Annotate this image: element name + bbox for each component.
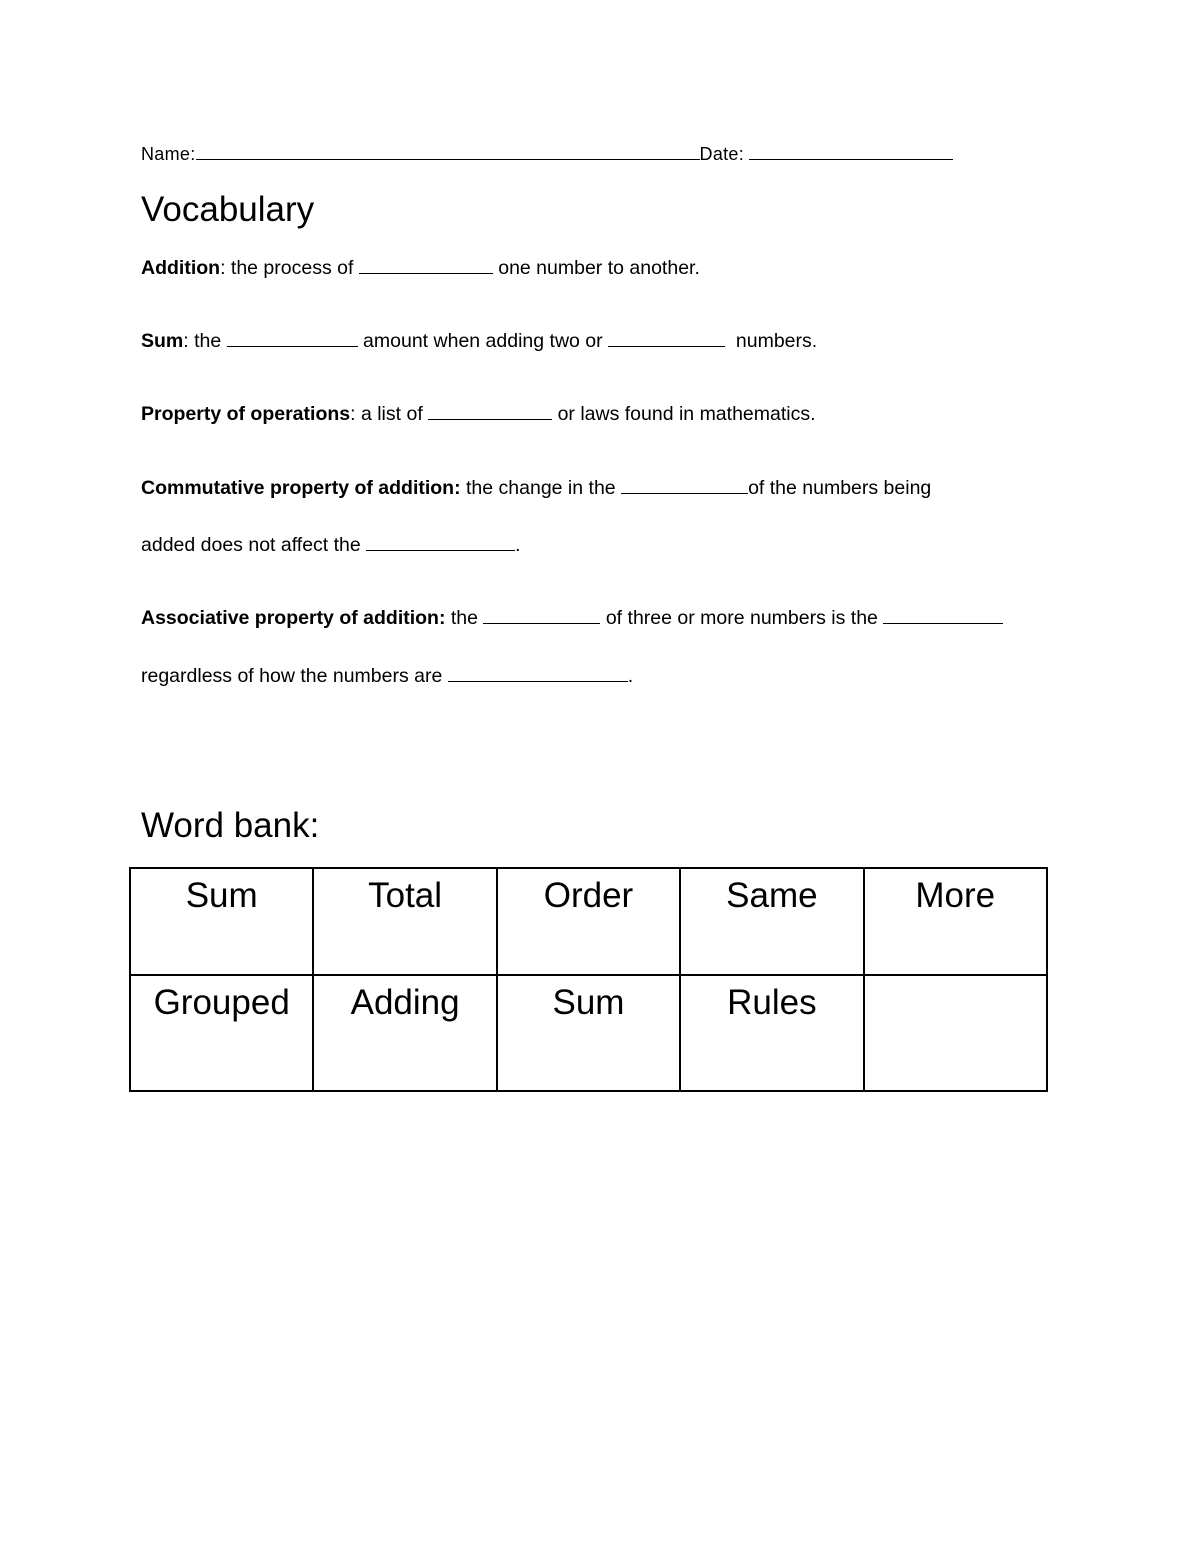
table-row xyxy=(130,868,1047,975)
definition-text: : the process of xyxy=(220,257,359,279)
name-label: Name: xyxy=(141,144,196,164)
definition-text: the change in the xyxy=(460,477,622,499)
blank-associative-2[interactable] xyxy=(883,608,1003,624)
word-bank-table xyxy=(129,867,1048,1092)
definition-text: numbers. xyxy=(725,330,818,352)
definition-associative-line-2 xyxy=(141,666,633,687)
definition-commutative-line-1 xyxy=(141,478,931,499)
definition-text: . xyxy=(627,665,634,687)
word-bank-cell: Adding xyxy=(313,975,496,1091)
blank-sum-1[interactable] xyxy=(227,331,358,347)
blank-sum-2[interactable] xyxy=(608,331,725,347)
blank-property-of-operations[interactable] xyxy=(428,404,552,420)
blank-addition[interactable] xyxy=(359,258,493,274)
definition-text: of three or more numbers is the xyxy=(600,607,884,629)
vocabulary-title: Vocabulary xyxy=(141,190,315,229)
definition-text: added does not affect the xyxy=(141,534,367,556)
date-label: Date: xyxy=(699,144,745,164)
word-bank-cell-empty xyxy=(864,975,1047,1091)
word-bank-title: Word bank: xyxy=(141,806,320,845)
term-commutative-property: Commutative property of addition: xyxy=(141,477,461,499)
definition-text: of the numbers being xyxy=(748,477,932,499)
word-bank-cell: Total xyxy=(313,868,496,975)
term-addition: Addition xyxy=(141,257,221,279)
word-bank-cell: Sum xyxy=(130,868,313,975)
word-bank-cell: Order xyxy=(497,868,680,975)
definition-text: : a list of xyxy=(350,403,429,425)
table-row xyxy=(130,975,1047,1091)
term-sum: Sum xyxy=(141,330,184,352)
blank-associative-3[interactable] xyxy=(448,666,628,682)
word-bank-cell: Rules xyxy=(680,975,863,1091)
name-date-line xyxy=(141,144,953,165)
term-associative-property: Associative property of addition: xyxy=(141,607,446,629)
name-blank[interactable] xyxy=(196,145,700,160)
blank-associative-1[interactable] xyxy=(483,608,600,624)
blank-commutative-1[interactable] xyxy=(621,478,748,494)
term-property-of-operations: Property of operations xyxy=(141,403,351,425)
word-bank-cell: Same xyxy=(680,868,863,975)
definition-commutative-line-2 xyxy=(141,535,521,556)
definition-text: . xyxy=(515,534,521,556)
definition-text: amount when adding two or xyxy=(357,330,609,352)
definition-text: : the xyxy=(183,330,227,352)
definition-text: or laws found in mathematics. xyxy=(552,403,816,425)
definition-text: regardless of how the numbers are xyxy=(141,665,448,687)
definition-text: one number to another. xyxy=(492,257,700,279)
definition-associative-line-1 xyxy=(141,608,1003,629)
blank-commutative-2[interactable] xyxy=(366,535,515,551)
date-blank[interactable] xyxy=(749,145,953,160)
word-bank-cell: More xyxy=(864,868,1047,975)
definition-sum xyxy=(141,331,817,352)
definition-property-of-operations xyxy=(141,404,816,425)
definition-addition xyxy=(141,258,700,279)
word-bank-cell: Grouped xyxy=(130,975,313,1091)
word-bank-cell: Sum xyxy=(497,975,680,1091)
definition-text: the xyxy=(445,607,484,629)
